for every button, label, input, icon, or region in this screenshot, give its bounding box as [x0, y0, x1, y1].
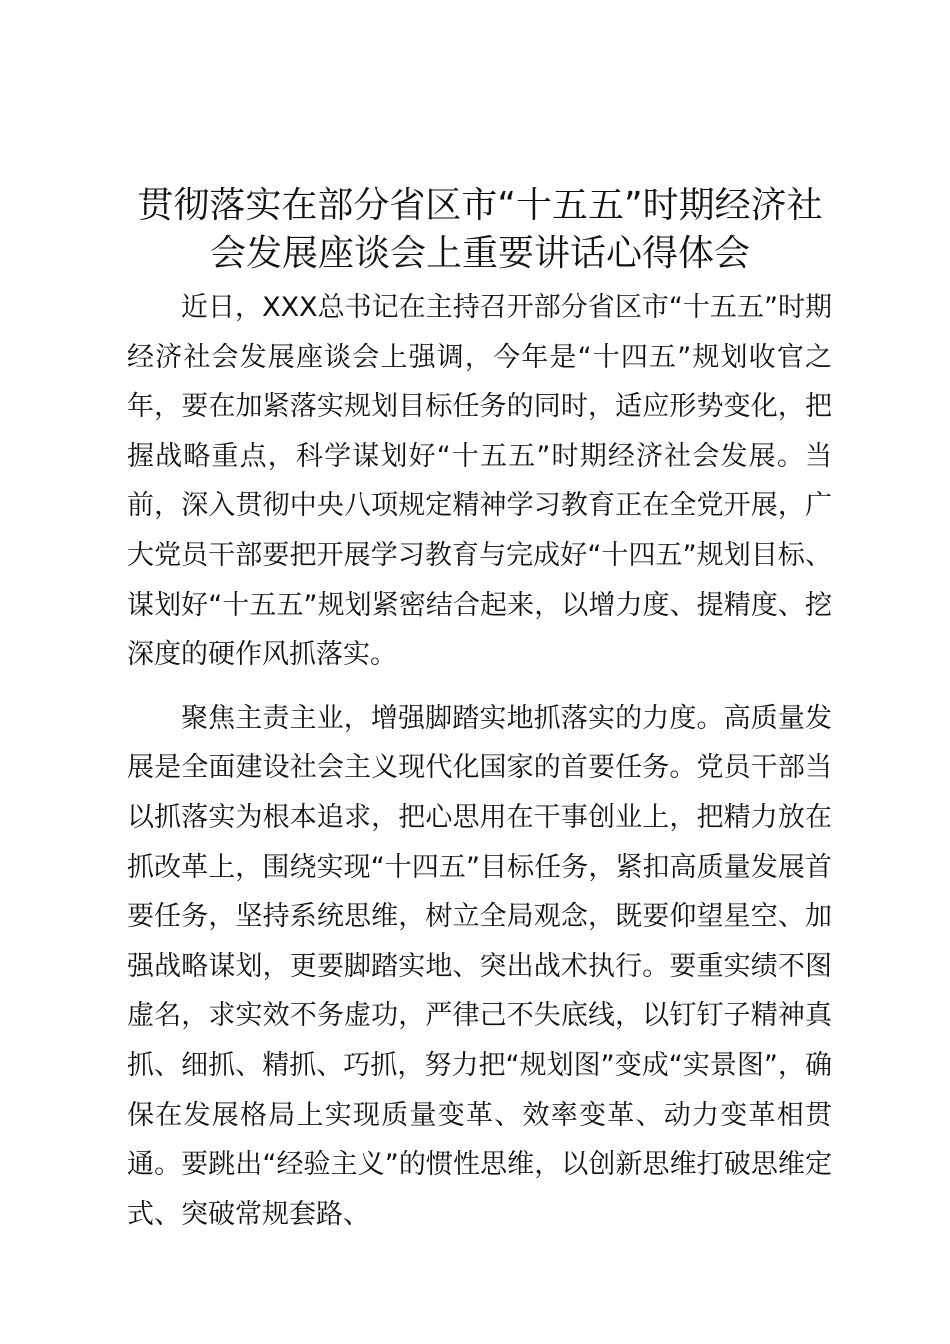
paragraph: 聚焦主责主业，增强脚踏实地抓落实的力度。高质量发展是全面建设社会主义现代化国家的首要任务。党员干部当以抓落实为根本追求，把心思用在干事创业上，把精力放在抓改革上，围绕实现“十四五”目标任务，紧扣高质量发展首要任务，坚持系统思维，树立全局观念，既要仰望星空、加强战略谋划，更要脚踏实地、突出战术执行。要重实绩不图虚名，求实效不务虚功，严律己不失底线，以钉钉子精神真抓、细抓、精抓、巧抓，努力把“规划图”变成“实景图”，确保在发展格局上实现质量变革、效率变革、动力变革相贯通。要跳出“经验主义”的惯性思维，以创新思维打破思维定式、突破常规套路、 [127, 702, 832, 1230]
title-line-1: 贯彻落实在部分省区市“十五五”时期经济社 [137, 185, 823, 226]
document-title [100, 182, 860, 278]
title-line-2: 会发展座谈会上重要讲话心得体会 [209, 233, 750, 274]
paragraph: 近日，XXX总书记在主持召开部分省区市“十五五”时期经济社会发展座谈会上强调，今年是“十四五”规划收官之年，要在加紧落实规划目标任务的同时，适应形势变化，把握战略重点，科学谋划好“十五五”时期经济社会发展。当前，深入贯彻中央八项规定精神学习教育正在全党开展，广大党员干部要把开展学习教育与完成好“十四五”规划目标、谋划好“十五五”规划紧密结合起来，以增力度、提精度、挖深度的硬作风抓落实。 [127, 292, 832, 671]
document-body [127, 283, 832, 1239]
